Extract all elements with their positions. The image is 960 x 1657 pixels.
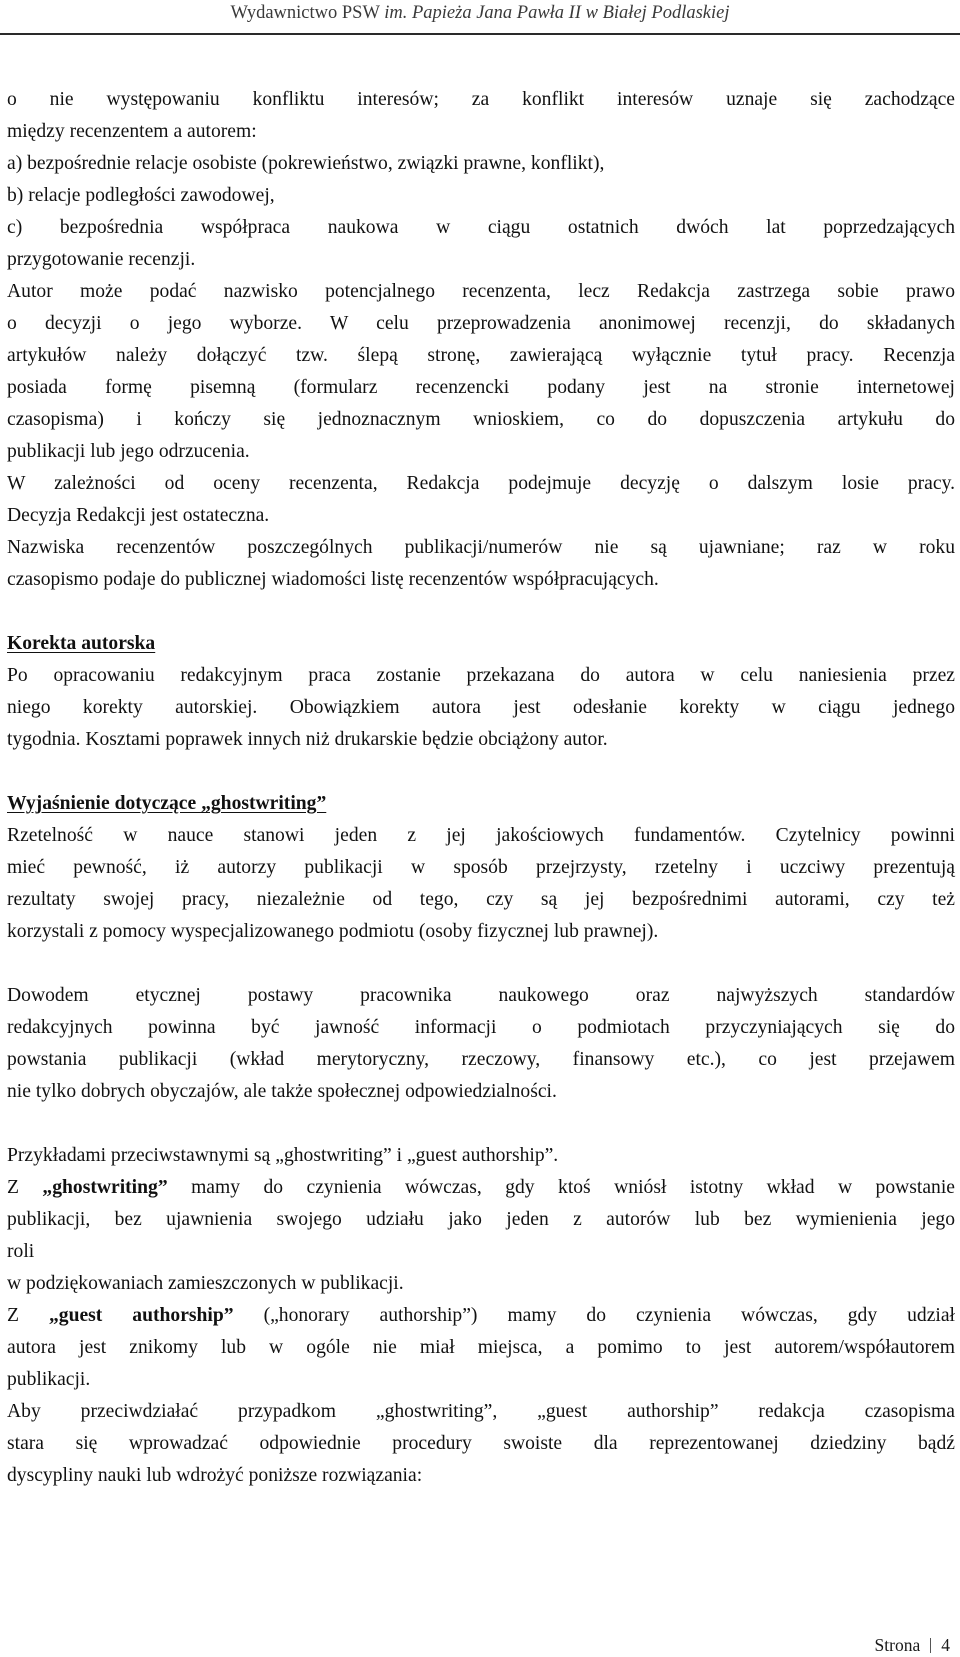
- page-number: 4: [941, 1635, 950, 1655]
- text-line: niego korekty autorskiej. Obowiązkiem autora jest odesłanie korekty w ciągu jednego: [7, 697, 955, 718]
- text-line: publikacji.: [7, 1369, 91, 1390]
- text-line: autora jest znikomy lub w ogóle nie miał miejsca, a pomimo to jest autorem/współautorem: [7, 1337, 955, 1358]
- text-line: rezultaty swojej pracy, niezależnie od tego, czy są jej bezpośrednimi autorami, czy też: [7, 889, 955, 910]
- text-line: c) bezpośrednia współpraca naukowa w ciągu ostatnich dwóch lat poprzedzających: [7, 217, 955, 238]
- text-fragment: („honorary authorship”) mamy do czynienia wówczas, gdy udział: [233, 1305, 955, 1326]
- header-im: im.: [384, 3, 408, 23]
- page-label: Strona: [874, 1635, 921, 1655]
- paragraph-gap: [7, 596, 955, 628]
- page-footer: [875, 1634, 950, 1656]
- text-line: o nie występowaniu konfliktu interesów; za konflikt interesów uznaje się zachodzące: [7, 89, 955, 110]
- text-line: Decyzja Redakcji jest ostateczna.: [7, 505, 270, 526]
- text-line: roli: [7, 1241, 35, 1262]
- text-line: nie tylko dobrych obyczajów, ale także społecznej odpowiedzialności.: [7, 1081, 557, 1102]
- text-fragment: mamy do czynienia wówczas, gdy ktoś wniósł istotny wkład w powstanie: [167, 1177, 955, 1198]
- text-line: między recenzentem a autorem:: [7, 121, 257, 142]
- text-line: korzystali z pomocy wyspecjalizowanego podmiotu (osoby fizycznej lub prawnej).: [7, 921, 659, 942]
- text-line: [7, 1300, 955, 1332]
- text-line: przygotowanie recenzji.: [7, 249, 196, 270]
- text-line: artykułów należy dołączyć tzw. ślepą stronę, zawierającą wyłącznie tytuł pracy. Recenzja: [7, 345, 955, 366]
- paragraph-gap: [7, 756, 955, 788]
- header-w: w: [585, 3, 598, 23]
- term-ghostwriting: „ghostwriting”: [42, 1177, 168, 1198]
- paragraph-gap: [7, 948, 955, 980]
- header-place: Białej Podlaskiej: [602, 3, 730, 23]
- text-line: W zależności od oceny recenzenta, Redakcja podejmuje decyzję o dalszym losie pracy.: [7, 473, 955, 494]
- text-line: a) bezpośrednie relacje osobiste (pokrewieństwo, związki prawne, konflikt),: [7, 153, 605, 174]
- text-line: mieć pewność, iż autorzy publikacji w sposób przejrzysty, rzetelny i uczciwy prezentują: [7, 857, 955, 878]
- text-line: b) relacje podległości zawodowej,: [7, 185, 275, 206]
- body-text: [7, 84, 955, 1492]
- header-publisher: Wydawnictwo PSW: [230, 3, 380, 23]
- text-line: posiada formę pisemną (formularz recenzencki podany jest na stronie internetowej: [7, 377, 955, 398]
- text-line: Przykładami przeciwstawnymi są „ghostwriting” i „guest authorship”.: [7, 1145, 559, 1166]
- text-line: Po opracowaniu redakcyjnym praca zostanie przekazana do autora w celu naniesienia przez: [7, 665, 955, 686]
- text-line: stara się wprowadzać odpowiednie procedury swoiste dla reprezentowanej dziedziny bądź: [7, 1433, 955, 1454]
- paragraph-gap: [7, 1108, 955, 1140]
- footer-separator: [930, 1638, 931, 1653]
- text-line: dyscypliny nauki lub wdrożyć poniższe rozwiązania:: [7, 1465, 423, 1486]
- text-line: o decyzji o jego wyborze. W celu przeprowadzenia anonimowej recenzji, do składanych: [7, 313, 955, 334]
- text-line: Nazwiska recenzentów poszczególnych publikacji/numerów nie są ujawniane; raz w roku: [7, 537, 955, 558]
- text-line: Dowodem etycznej postawy pracownika naukowego oraz najwyższych standardów: [7, 985, 955, 1006]
- text-line: w podziękowaniach zamieszczonych w publikacji.: [7, 1273, 404, 1294]
- text-line: [7, 1172, 955, 1204]
- text-fragment: Z: [7, 1177, 43, 1198]
- text-line: Rzetelność w nauce stanowi jeden z jej jakościowych fundamentów. Czytelnicy powinni: [7, 825, 955, 846]
- header-patron: Papieża Jana Pawła II: [411, 3, 582, 23]
- text-line: Aby przeciwdziałać przypadkom „ghostwriting”, „guest authorship” redakcja czasopisma: [7, 1401, 955, 1422]
- text-line: tygodnia. Kosztami poprawek innych niż drukarskie będzie obciążony autor.: [7, 729, 608, 750]
- term-guest-authorship: „guest authorship”: [48, 1305, 234, 1326]
- section-heading-korekta: Korekta autorska: [7, 633, 156, 654]
- header-rule: [0, 33, 960, 35]
- text-line: czasopisma) i kończy się jednoznacznym wnioskiem, co do dopuszczenia artykułu do: [7, 409, 955, 430]
- text-fragment: Z: [7, 1305, 49, 1326]
- text-line: czasopismo podaje do publicznej wiadomości listę recenzentów współpracujących.: [7, 569, 659, 590]
- text-line: Autor może podać nazwisko potencjalnego recenzenta, lecz Redakcja zastrzega sobie prawo: [7, 281, 955, 302]
- text-line: redakcyjnych powinna być jawność informacji o podmiotach przyczyniających się do: [7, 1017, 955, 1038]
- section-heading-ghostwriting: Wyjaśnienie dotyczące „ghostwriting”: [7, 793, 327, 814]
- text-line: powstania publikacji (wkład merytoryczny, rzeczowy, finansowy etc.), co jest przejawem: [7, 1049, 955, 1070]
- text-line: publikacji, bez ujawnienia swojego udziału jako jeden z autorów lub bez wymienienia jego: [7, 1209, 955, 1230]
- text-line: publikacji lub jego odrzucenia.: [7, 441, 250, 462]
